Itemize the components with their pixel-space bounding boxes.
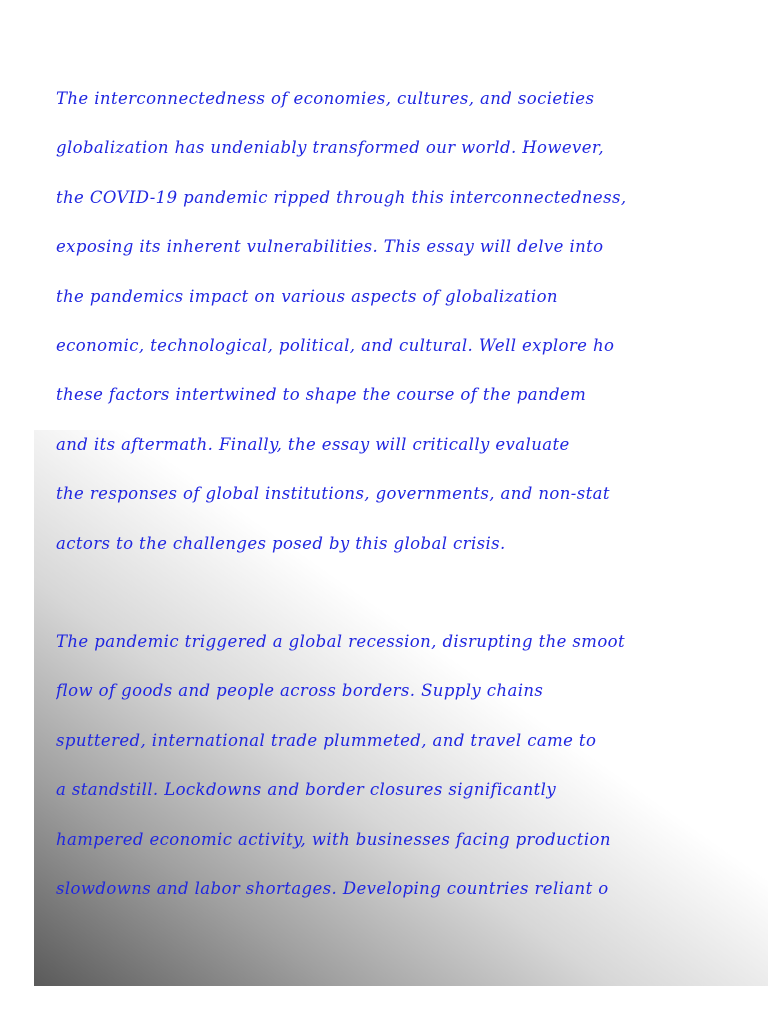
text-line: globalization has undeniably transformed our world. However,: [56, 138, 605, 158]
text-line: and its aftermath. Finally, the essay will critically evaluate: [56, 434, 570, 454]
text-line: a standstill. Lockdowns and border closures significantly: [56, 780, 557, 800]
text-line: The interconnectedness of economies, cultures, and societies: [56, 89, 595, 108]
text-line: slowdowns and labor shortages. Developing countries reliant o: [56, 878, 609, 898]
text-line: actors to the challenges posed by this global crisis.: [56, 533, 506, 553]
text-line: economic, technological, political, and cultural. Well explore ho: [56, 335, 615, 355]
text-line: hampered economic activity, with businesses facing production: [56, 829, 611, 849]
text-line: these factors intertwined to shape the course of the pandem: [56, 385, 587, 405]
text-line: The pandemic triggered a global recession, disrupting the smoot: [56, 632, 626, 651]
text-line: sputtered, international trade plummeted, and travel came to: [56, 730, 597, 750]
paragraph-economic-impact: [56, 617, 768, 913]
text-line: the responses of global institutions, governments, and non-stat: [56, 484, 610, 504]
text-line: flow of goods and people across borders. Supply chains: [56, 681, 544, 701]
text-line: exposing its inherent vulnerabilities. This essay will delve into: [56, 237, 604, 257]
text-line: the pandemics impact on various aspects of globalization: [56, 286, 558, 306]
paragraph-introduction: [56, 74, 768, 568]
text-line: the COVID-19 pandemic ripped through this interconnectedness,: [56, 187, 627, 207]
